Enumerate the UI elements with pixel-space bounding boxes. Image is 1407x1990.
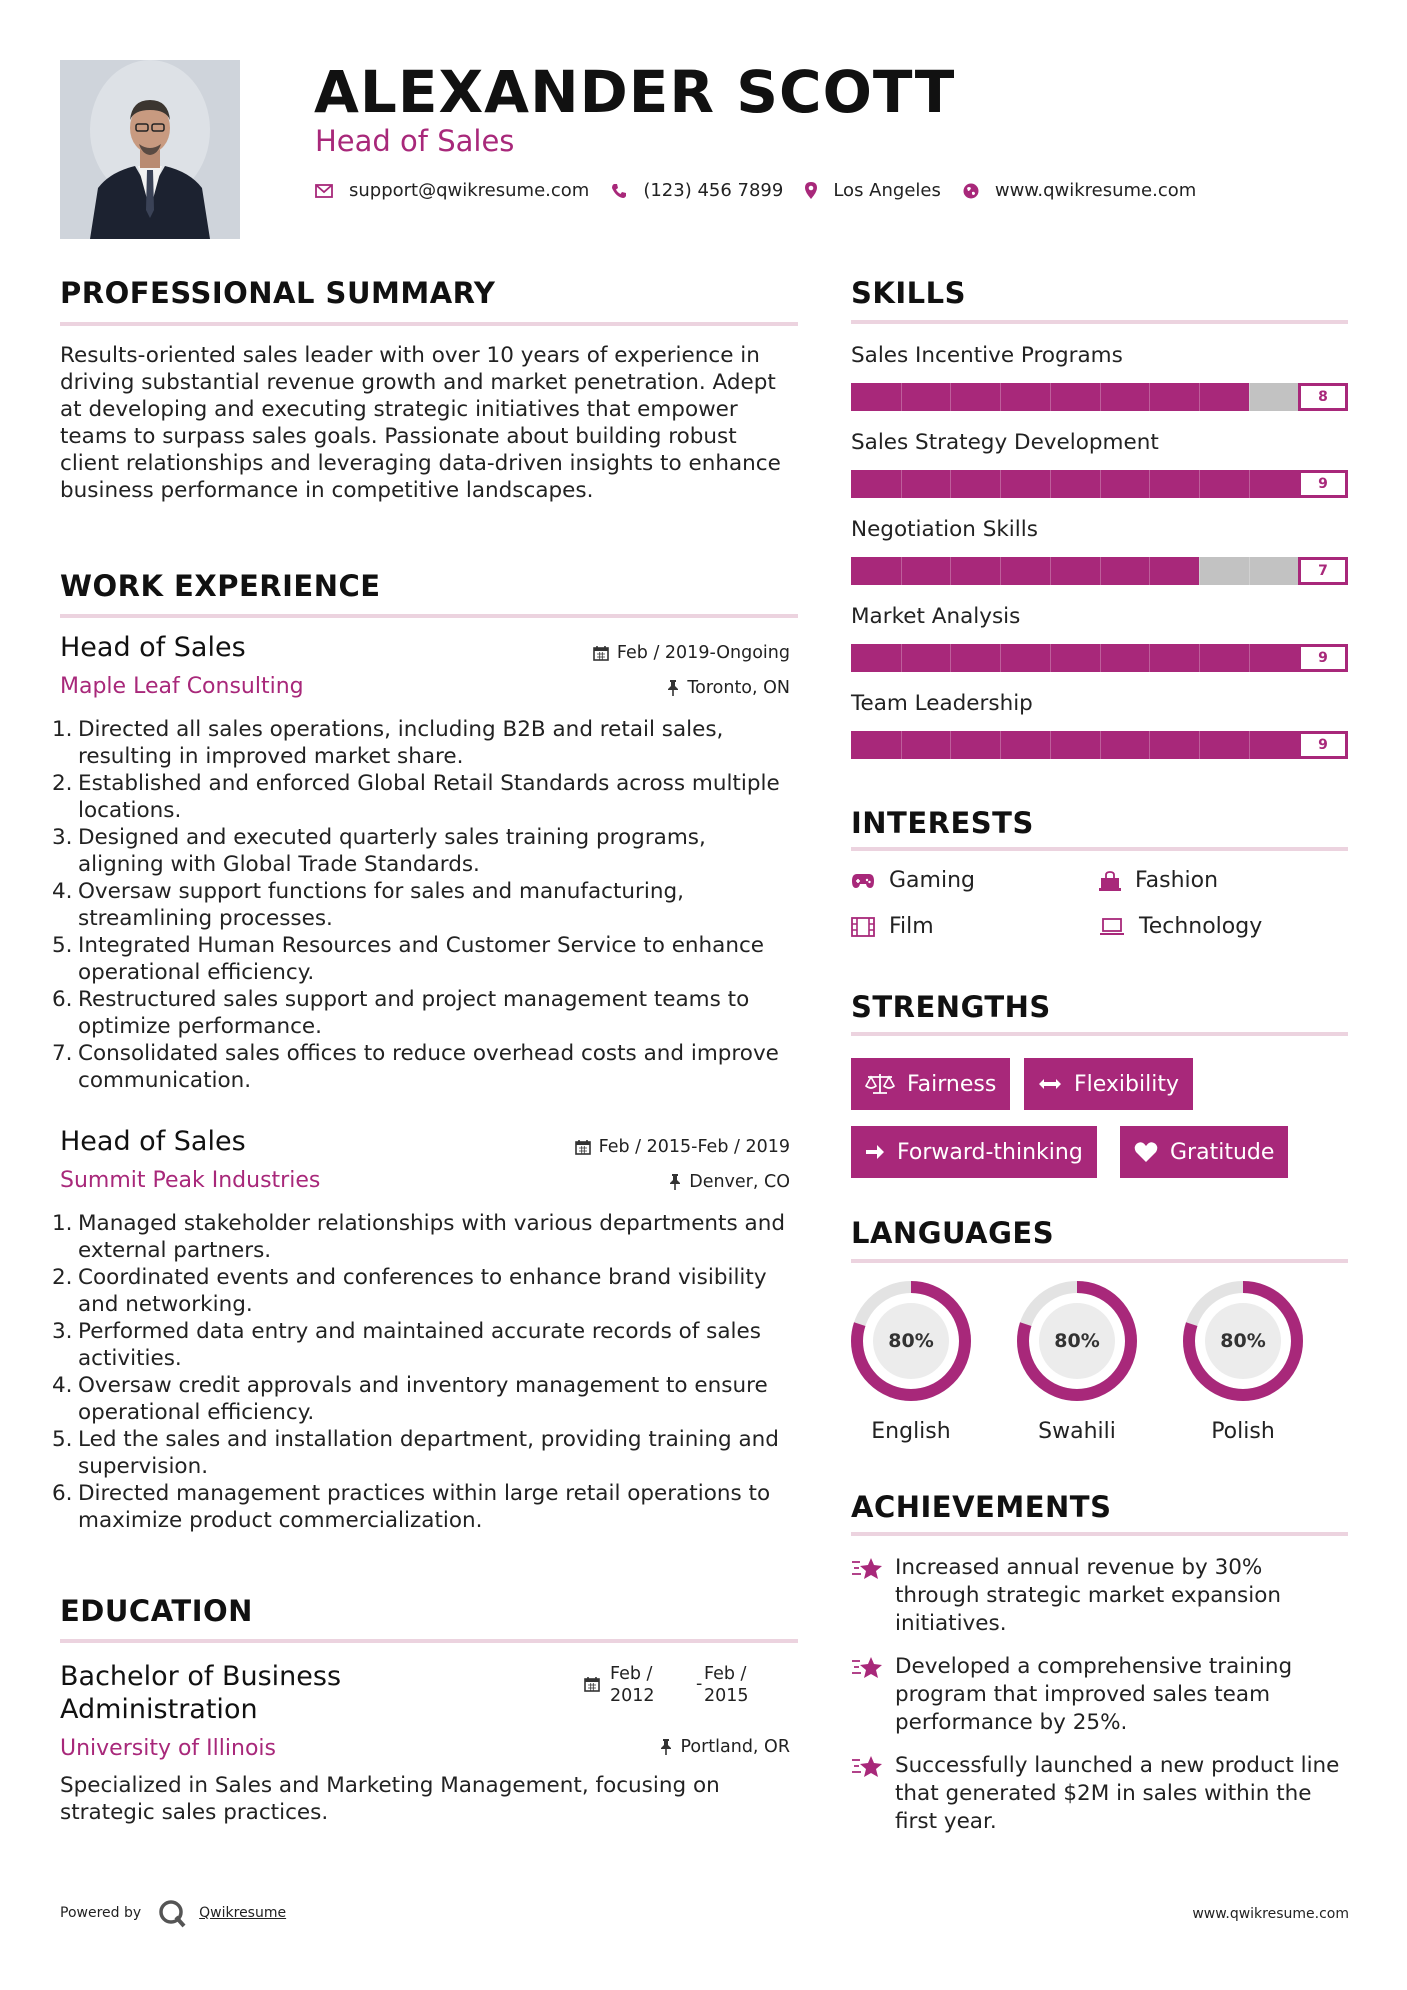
strength-tag <box>1120 1126 1288 1178</box>
skills-heading: SKILLS <box>851 276 966 310</box>
language-name: Swahili <box>1038 1419 1116 1444</box>
list-item: 4. Oversaw support functions for sales and manufacturing, streamlining processes. <box>52 879 684 931</box>
skill-bar-segment <box>901 557 902 585</box>
phone-icon <box>611 183 627 199</box>
email-text: support@qwikresume.com <box>349 180 590 201</box>
skill-bar-segment <box>950 557 951 585</box>
list-number: 7. <box>52 1041 73 1066</box>
job-title: Head of Sales <box>60 1126 246 1157</box>
achievements-heading: ACHIEVEMENTS <box>851 1490 1112 1524</box>
job-dates-text: Feb / 2015-Feb / 2019 <box>598 1137 790 1157</box>
job-bullets <box>52 1210 798 1534</box>
list-item: 6. Directed management practices within large retail operations to maximize product commercialization. <box>52 1481 771 1533</box>
list-number: 2. <box>52 771 73 796</box>
shooting-star-icon <box>851 1556 885 1582</box>
skill-bar <box>851 470 1348 498</box>
list-number: 4. <box>52 1373 73 1398</box>
end-month: Feb / <box>704 1664 747 1684</box>
job-location <box>667 678 790 698</box>
interests-divider <box>851 847 1348 851</box>
interest-label: Fashion <box>1135 868 1219 893</box>
achievement-item <box>851 1554 1351 1638</box>
skill-bar-segment <box>1249 383 1250 411</box>
education-location <box>660 1737 790 1757</box>
list-number: 5. <box>52 933 73 958</box>
footer-powered-by <box>60 1898 286 1928</box>
date-separator: - <box>696 1674 703 1694</box>
skill-bar-segment <box>1199 470 1200 498</box>
achievement-item <box>851 1752 1351 1836</box>
interest-item <box>1099 868 1218 893</box>
skill-bar-segment <box>1249 644 1250 672</box>
list-number: 1. <box>52 717 73 742</box>
phone-text: (123) 456 7899 <box>643 180 784 201</box>
language-item <box>849 1279 973 1444</box>
language-name: English <box>871 1419 951 1444</box>
strength-label: Fairness <box>907 1071 997 1097</box>
skill-bar-segment <box>1249 731 1250 759</box>
achievement-text: Increased annual revenue by 30% through strategic market expansion initiatives. <box>895 1555 1282 1636</box>
skill-bar-fill <box>851 557 1199 585</box>
skills-divider <box>851 320 1348 324</box>
education-location-text: Portland, OR <box>680 1737 790 1757</box>
arrow-right-icon <box>865 1143 885 1161</box>
list-number: 3. <box>52 825 73 850</box>
interest-item <box>1099 914 1262 939</box>
skill-bar-segment <box>901 383 902 411</box>
strength-tag <box>851 1058 1010 1110</box>
balance-scale-icon <box>865 1073 895 1095</box>
skill-bar-segment <box>950 644 951 672</box>
skill-score: 7 <box>1298 557 1348 585</box>
skill-bar-segment <box>901 731 902 759</box>
contact-website[interactable] <box>963 180 1196 201</box>
skill-bar-segment <box>1149 557 1150 585</box>
qwikresume-link[interactable]: Qwikresume <box>199 1905 287 1921</box>
skill-bar-segment <box>1100 557 1101 585</box>
skill-bar-segment <box>1050 470 1051 498</box>
skill-bar-segment <box>1100 731 1101 759</box>
contact-location <box>805 180 941 201</box>
interest-item <box>851 868 975 893</box>
candidate-name: ALEXANDER SCOTT <box>314 58 956 126</box>
film-icon <box>851 917 875 937</box>
interest-label: Film <box>889 914 934 939</box>
list-item: 3. Designed and executed quarterly sales training programs, aligning with Global Trade Standards. <box>52 825 706 877</box>
footer-url[interactable]: www.qwikresume.com <box>1192 1906 1349 1922</box>
summary-text: Results-oriented sales leader with over 10 years of experience in driving substantial revenue growth and market penetration. Adept at developing and executing strategic initiatives that empower teams to surpass sales goals. Passionate about building robust client relationships and leveraging data-driven insights to enhance business performance in competitive landscapes. <box>60 343 781 503</box>
language-item <box>1015 1279 1139 1444</box>
list-number: 4. <box>52 879 73 904</box>
strength-label: Gratitude <box>1170 1139 1275 1165</box>
job-dates <box>593 643 790 663</box>
experience-heading: WORK EXPERIENCE <box>60 569 381 603</box>
list-number: 1. <box>52 1211 73 1236</box>
location-text: Los Angeles <box>833 180 941 201</box>
skill-bar-fill <box>851 470 1298 498</box>
contact-phone[interactable] <box>611 180 783 201</box>
skill-name: Sales Incentive Programs <box>851 343 1123 368</box>
achievements-divider <box>851 1532 1348 1536</box>
skill-score: 9 <box>1298 470 1348 498</box>
job-title: Head of Sales <box>60 632 246 663</box>
achievement-text: Successfully launched a new product line that generated $2M in sales within the first year. <box>895 1753 1340 1834</box>
skill-bar-segment <box>1199 557 1200 585</box>
shopping-bag-icon <box>1099 871 1121 891</box>
skill-bar-segment <box>1000 731 1001 759</box>
job-location-text: Toronto, ON <box>687 678 790 698</box>
list-number: 3. <box>52 1319 73 1344</box>
skill-bar-segment <box>950 731 951 759</box>
skill-bar-segment <box>1000 557 1001 585</box>
skill-bar-segment <box>1050 731 1051 759</box>
language-percent: 80% <box>888 1330 934 1352</box>
skill-bar-segment <box>1199 644 1200 672</box>
gamepad-icon <box>851 873 875 889</box>
strengths-divider <box>851 1032 1348 1036</box>
company-name: Maple Leaf Consulting <box>60 674 304 699</box>
contact-email[interactable] <box>315 180 589 201</box>
skill-bar-segment <box>1149 470 1150 498</box>
envelope-icon <box>315 184 333 198</box>
skill-name: Sales Strategy Development <box>851 430 1159 455</box>
skill-name: Market Analysis <box>851 604 1021 629</box>
job-location <box>669 1172 790 1192</box>
education-start-date <box>610 1663 655 1707</box>
strengths-heading: STRENGTHS <box>851 990 1051 1024</box>
skill-name: Negotiation Skills <box>851 517 1038 542</box>
skill-bar-segment <box>1050 383 1051 411</box>
list-item: 2. Established and enforced Global Retail Standards across multiple locations. <box>52 771 780 823</box>
list-item: 7. Consolidated sales offices to reduce overhead costs and improve communication. <box>52 1041 779 1093</box>
education-description: Specialized in Sales and Marketing Management, focusing on strategic sales practices. <box>60 1773 720 1825</box>
strength-tag <box>1024 1058 1193 1110</box>
map-pin-icon <box>805 182 817 199</box>
qwikresume-logo-icon <box>157 1898 187 1928</box>
list-item: 1. Managed stakeholder relationships with various departments and external partners. <box>52 1211 785 1263</box>
skill-score: 9 <box>1298 644 1348 672</box>
education-divider <box>60 1639 798 1643</box>
shooting-star-icon <box>851 1655 885 1681</box>
pushpin-icon <box>669 1174 681 1190</box>
job-dates-text: Feb / 2019-Ongoing <box>616 643 790 663</box>
list-number: 5. <box>52 1427 73 1452</box>
skill-bar <box>851 557 1348 585</box>
skill-bar <box>851 644 1348 672</box>
skill-bar <box>851 731 1348 759</box>
calendar-icon-wrap <box>584 1676 608 1692</box>
globe-icon <box>963 183 979 199</box>
skill-name: Team Leadership <box>851 691 1033 716</box>
language-percent: 80% <box>1220 1330 1266 1352</box>
interests-heading: INTERESTS <box>851 806 1034 840</box>
list-number: 6. <box>52 987 73 1012</box>
candidate-role: Head of Sales <box>315 124 515 158</box>
end-year: 2015 <box>704 1686 749 1706</box>
achievement-item <box>851 1653 1351 1737</box>
skill-bar-segment <box>901 470 902 498</box>
skill-bar-segment <box>950 470 951 498</box>
job-bullets <box>52 716 798 1094</box>
language-name: Polish <box>1211 1419 1275 1444</box>
skill-score: 9 <box>1298 731 1348 759</box>
contact-bar <box>315 180 1218 201</box>
languages-heading: LANGUAGES <box>851 1216 1055 1250</box>
skill-bar-segment <box>1199 383 1200 411</box>
start-month: Feb / <box>610 1664 653 1684</box>
arrows-horizontal-icon <box>1038 1077 1062 1091</box>
laptop-icon <box>1099 918 1125 936</box>
website-text: www.qwikresume.com <box>994 180 1197 201</box>
list-item: 2. Coordinated events and conferences to enhance brand visibility and networking. <box>52 1265 767 1317</box>
school-name: University of Illinois <box>60 1736 276 1761</box>
skill-bar-fill <box>851 731 1298 759</box>
list-item: 3. Performed data entry and maintained accurate records of sales activities. <box>52 1319 761 1371</box>
skill-bar-segment <box>1000 383 1001 411</box>
interest-item <box>851 914 934 939</box>
education-heading: EDUCATION <box>60 1594 253 1628</box>
skill-bar-segment <box>1100 644 1101 672</box>
summary-divider <box>60 322 798 326</box>
skill-bar-segment <box>1050 644 1051 672</box>
skill-bar-fill <box>851 644 1298 672</box>
languages-divider <box>851 1259 1348 1263</box>
pushpin-icon <box>667 680 679 696</box>
start-year: 2012 <box>610 1686 655 1706</box>
skill-bar <box>851 383 1348 411</box>
strength-label: Forward-thinking <box>897 1139 1083 1165</box>
skill-bar-segment <box>1000 470 1001 498</box>
skill-bar-segment <box>1249 470 1250 498</box>
list-item: 5. Integrated Human Resources and Customer Service to enhance operational efficiency. <box>52 933 765 985</box>
skill-bar-segment <box>1000 644 1001 672</box>
skill-score: 8 <box>1298 383 1348 411</box>
list-number: 6. <box>52 1481 73 1506</box>
skill-bar-segment <box>1149 731 1150 759</box>
list-item: 1. Directed all sales operations, including B2B and retail sales, resulting in improved market share. <box>52 717 724 769</box>
calendar-icon <box>575 1139 591 1155</box>
language-item <box>1181 1279 1305 1444</box>
calendar-icon <box>584 1676 600 1692</box>
pushpin-icon <box>660 1739 672 1755</box>
list-number: 2. <box>52 1265 73 1290</box>
profile-photo <box>60 60 240 239</box>
powered-by-text: Powered by <box>60 1905 142 1921</box>
interest-label: Gaming <box>889 868 975 893</box>
heart-icon <box>1134 1141 1158 1163</box>
strength-label: Flexibility <box>1074 1071 1179 1097</box>
company-name: Summit Peak Industries <box>60 1168 321 1193</box>
shooting-star-icon <box>851 1754 885 1780</box>
skill-bar-segment <box>901 644 902 672</box>
calendar-icon <box>593 645 609 661</box>
job-location-text: Denver, CO <box>689 1172 790 1192</box>
achievement-text: Developed a comprehensive training program that improved sales team performance by 25%. <box>895 1654 1293 1735</box>
job-dates <box>575 1137 790 1157</box>
skill-bar-segment <box>1100 470 1101 498</box>
experience-divider <box>60 614 798 618</box>
skill-bar-segment <box>1249 557 1250 585</box>
skill-bar-segment <box>1199 731 1200 759</box>
skill-bar-segment <box>1050 557 1051 585</box>
skill-bar-segment <box>1149 644 1150 672</box>
education-end-date <box>704 1663 749 1707</box>
skill-bar-segment <box>1149 383 1150 411</box>
degree-title: Bachelor of Business Administration <box>60 1661 342 1725</box>
list-item: 6. Restructured sales support and project management teams to optimize performance. <box>52 987 750 1039</box>
skill-bar-segment <box>1100 383 1101 411</box>
language-percent: 80% <box>1054 1330 1100 1352</box>
list-item: 5. Led the sales and installation department, providing training and supervision. <box>52 1427 779 1479</box>
skill-bar-segment <box>950 383 951 411</box>
strength-tag <box>851 1126 1097 1178</box>
list-item: 4. Oversaw credit approvals and inventory management to ensure operational efficiency. <box>52 1373 768 1425</box>
summary-heading: PROFESSIONAL SUMMARY <box>60 276 496 310</box>
interest-label: Technology <box>1139 914 1263 939</box>
